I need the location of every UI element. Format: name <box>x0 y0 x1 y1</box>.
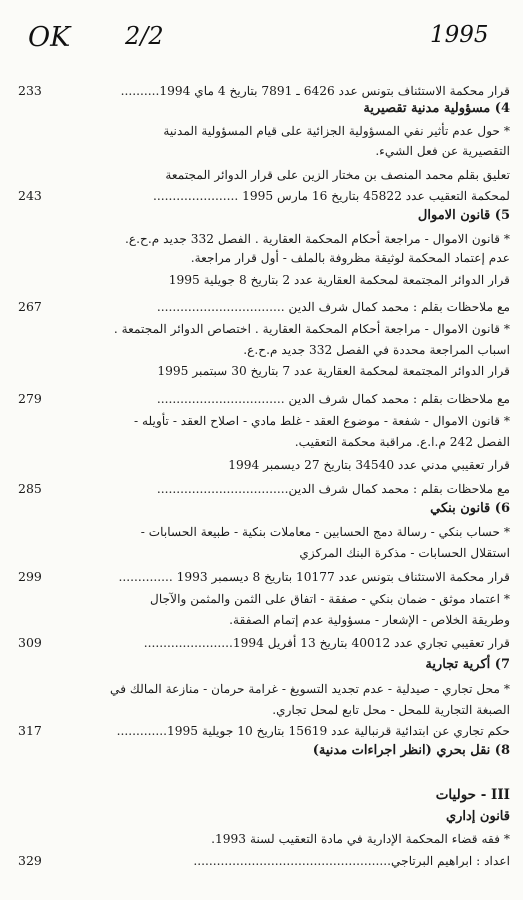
section-heading: 7) أكرية تجارية <box>425 657 510 672</box>
entry-line: قرار الدوائر المجتمعة لمحكمة العقارية عدد 2 بتاريخ 8 جويلية 1995 <box>168 273 510 287</box>
entry-line: * محل تجاري - صيدلية - عدم تجديد التسويغ - غرامة حرمان - منازعة المالك في <box>110 682 510 696</box>
entry-line: وطريقة الخلاص - الإشعار - مسؤولية عدم إتمام الصفقة. <box>229 613 510 627</box>
entry-line: التقصيرية عن فعل الشيء. <box>375 144 510 158</box>
entry-line: * حول عدم تأثير نفي المسؤولية الجزائية على قيام المسؤولية المدنية <box>163 124 510 138</box>
entry-line: تعليق بقلم محمد المنصف بن مختار الزين على قرار الدوائر المجتمعة <box>165 168 510 182</box>
entry-line: حكم تجاري عن ابتدائية قرنبالية عدد 15619 بتاريخ 10 جويلية 1995............. <box>116 724 510 738</box>
section-heading: 8) نقل بحري (انظر اجراءات مدنية) <box>312 743 510 758</box>
entry-line: قرار محكمة الاستئناف بتونس عدد 6426 ـ 7891 بتاريخ 4 ماي 1994.......... <box>120 84 510 98</box>
entry-line: * اعتماد موثق - ضمان بنكي - صفقة - اتفاق على الثمن والمثمن والآجال <box>150 592 510 606</box>
page-ref: 279 <box>18 391 42 406</box>
entry-line: لمحكمة التعقيب عدد 45822 بتاريخ 16 مارس 1995 ...................... <box>152 189 510 203</box>
entry-line: قرار تعقيبي تجاري عدد 40012 بتاريخ 13 أفريل 1994....................... <box>143 636 510 650</box>
entry-line: مع ملاحظات بقلم : محمد كمال شرف الدين ................................. <box>156 300 510 314</box>
handwritten-page-number: 2/2 <box>125 22 164 50</box>
entry-line: استقلال الحسابات - مذكرة البنك المركزي <box>299 546 510 560</box>
page-ref: 243 <box>18 188 42 203</box>
page-ref: 285 <box>18 481 42 496</box>
entry-line: * حساب بنكي - رسالة دمج الحسابين - معاملات بنكية - طبيعة الحسابات - <box>140 525 510 539</box>
section-heading: 4) مسؤولية مدنية تقصيرية <box>363 101 510 116</box>
section-heading: 6) قانون بنكي <box>430 501 510 516</box>
entry-line: * قانون الاموال - مراجعة أحكام المحكمة العقارية . الفصل 332 جديد م.ح.ع. <box>124 232 510 246</box>
handwritten-year: 1995 <box>430 22 489 48</box>
section-heading: 5) قانون الاموال <box>417 208 510 223</box>
part-heading: III - حوليات <box>435 787 510 803</box>
entry-line: اعداد : ابراهيم البرتاجي................................................... <box>193 854 510 868</box>
handwritten-ok-mark: OK <box>28 22 71 53</box>
page-ref: 299 <box>18 569 42 584</box>
entry-line: قرار تعقيبي مدني عدد 34540 بتاريخ 27 ديسمبر 1994 <box>228 458 510 472</box>
entry-line: * قانون الاموال - مراجعة أحكام المحكمة العقارية . اختصاص الدوائر المجتمعة . <box>113 322 510 336</box>
entry-line: مع ملاحظات بقلم : محمد كمال شرف الدين.................................. <box>156 482 510 496</box>
page-ref: 267 <box>18 299 42 314</box>
entry-line: * فقه قضاء المحكمة الإدارية في مادة التعقيب لسنة 1993. <box>211 832 510 846</box>
section-heading: قانون إداري <box>445 809 510 824</box>
entry-line: قرار محكمة الاستئناف بتونس عدد 10177 بتاريخ 8 ديسمبر 1993 .............. <box>118 570 510 584</box>
entry-line: * قانون الاموال - شفعة - موضوع العقد - غلط مادي - اصلاح العقد - تأويله - <box>134 414 510 428</box>
entry-line: مع ملاحظات بقلم : محمد كمال شرف الدين ................................. <box>156 392 510 406</box>
entry-line: الصبغة التجارية للمحل - محل تابع لمحل تجاري. <box>272 703 510 717</box>
page-ref: 317 <box>18 723 42 738</box>
entry-line: عدم إعتماد المحكمة لوثيقة مظروفة بالملف - أول قرار مراجعة. <box>190 251 510 265</box>
page-ref: 329 <box>18 853 42 868</box>
entry-line: الفصل 242 م.ا.ع. مراقبة محكمة التعقيب. <box>294 435 510 449</box>
page-ref: 233 <box>18 83 42 98</box>
entry-line: قرار الدوائر المجتمعة لمحكمة العقارية عدد 7 بتاريخ 30 سبتمبر 1995 <box>157 364 510 378</box>
page-ref: 309 <box>18 635 42 650</box>
entry-line: اسباب المراجعة محددة في الفصل 332 جديد م.ح.ع. <box>243 343 510 357</box>
